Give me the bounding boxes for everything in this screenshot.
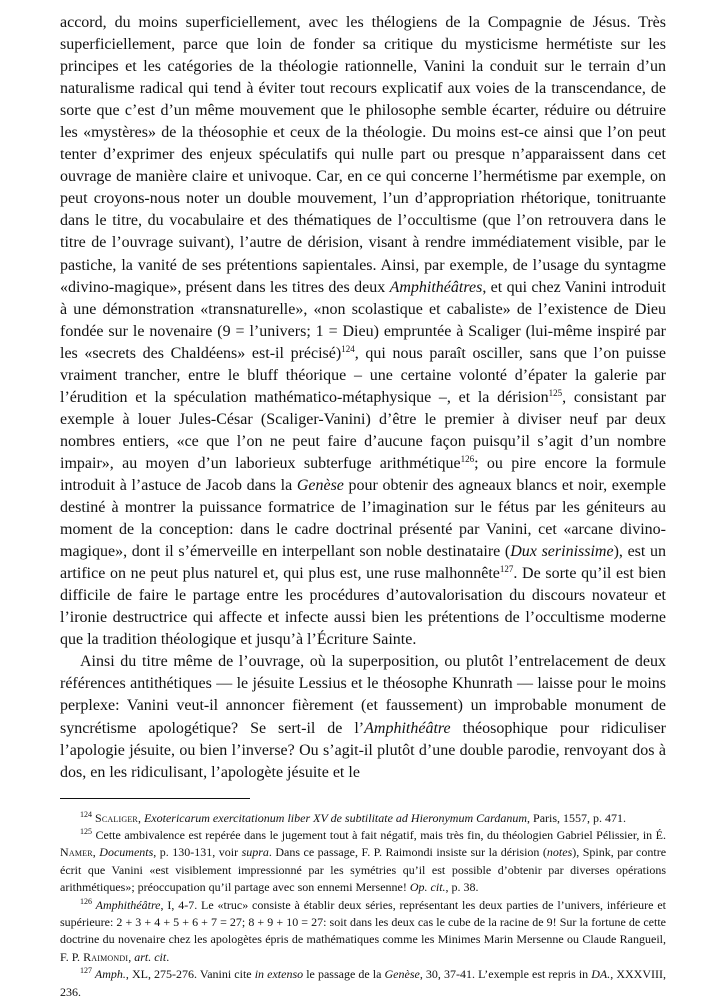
footnotes	[60, 810, 666, 1001]
footnote-125: $^{125}$ Cette ambivalence est repérée dans le jugement tout à fait négatif, mais très fin, du théologien Gabriel Pélissier, in É. Namer, Documents, p. 130-131, voir supra. Dans ce passage, F. P. Raimondi insiste sur la dérision (notes), Spink, par contre écrit que Vanini «est visiblement impressionné par les symétries qu’il est possible d’obtenir par diverses opérations arithmétiques»; préoccupation qu’il partage avec son ennemi Mersenne! Op. cit., p. 38.	[60, 827, 667, 895]
footnote-ref-125[interactable]: 125	[548, 387, 563, 398]
main-text	[60, 12, 666, 784]
paragraph-1: accord, du moins superficiellement, avec les thélogiens de la Compagnie de Jésus. Très superficiellement, parce que loin de fonder sa critique du mysticisme hermétiste sur les principes et les catégories de la théologie rationnelle, Vanini la conduit sur le terrain d’un naturalisme radical qui tend à éviter tout recours explicatif aux voies de la transcendance, de sorte que c’est d’un même mouvement que le philosophe semble écarter, réduire ou détruire les «mystères» de la théosophie et ceux de la théologie. Du moins est-ce ainsi que l’on peut tenter d’exprimer des enjeux spéculatifs qui nulle part ou presque n’apparaissent dans cet ouvrage de manière claire et univoque. Car, en ce qui concerne l’hermétisme par exemple, on peut croyons-nous noter un double mouvement, l’un d’appropriation rhétorique, tonitruante dans le titre, du vocabulaire et des thématiques de l’occultisme (que l’on retrouvera dans le titre de l’ouvrage suivant), l’autre de dérision, visant à rendre immédiatement visible, par le pastiche, la vanité de ses prétentions sapientales. Ainsi, par exemple, de l’usage du syntagme «divino-magique», présent dans les titres des deux Amphithéâtres, et qui chez Vanini introduit à une démonstration «transnaturelle», «non scolastique et cabaliste» de l’existence de Dieu fondée sur le novenaire (9 = l’univers; 1 = Dieu) empruntée à Scaliger (lui-même inspiré par les «secrets des Chaldéens» est-il précisé)$^{124}$, qui nous paraît osciller, sans que l’on puisse vraiment trancher, entre le bluff théorique – une certaine volonté d’épater la galerie par l’érudition et la spéculation mathématico-métaphysique –, et la dérision$^{125}$, consistant par exemple à louer Jules-César (Scaliger-Vanini) d’être le premier à diviser neuf par deux nombres entiers, «ce que l’on ne peut faire d’aucune façon puisqu’il s’agit d’un nombre impair», au moyen d’un laborieux subterfuge arithmétique$^{126}$; ou pire encore la formule introduit à l’astuce de Jacob dans la Genèse pour obtenir des agneaux blancs et noir, exemple destiné à montrer la puissance formatrice de l’imagination sur le fétus par les géniteurs au moment de la conception: dans le cadre doctrinal présenté par Vanini, cet «arcane divino-magique», dont il s’émerveille en interpellant son noble destinataire (Dux serinissime), est un artifice on ne peut plus naturel et, qui plus est, une ruse malhonnête$^{127}$. De sorte qu’il est bien difficile de faire le partage entre les procédures d’autovalorisation du discours novateur et l’ironie destructrice qui affecte et infecte aussi bien les prétentions de l’occultisme moderne que la tradition théologique et jusqu’à l’Écriture Sainte.	[60, 14, 667, 649]
footnote-separator	[60, 798, 250, 799]
footnote-126: $^{126}$ Amphithéâtre, I, 4-7. Le «truc» consiste à établir deux séries, représentant les deux parties de l’univers, inférieure et supérieure: 2 + 3 + 4 + 5 + 6 + 7 = 27; 8 + 9 + 10 = 27: soit dans les deux cas le cube de la racine de 9! Sur la fortune de cette doctrine du novenaire chez les apologètes épris de mathématiques comme les Minimes Marin Mersenne ou Claude Rangueil, F. P. Raimondi, art. cit.	[60, 896, 666, 964]
footnote-124: $^{124}$ Scaliger, Exotericarum exercitationum liber XV de subtilitate ad Hieronymum Cardanum, Paris, 1557, p. 471.	[80, 809, 627, 825]
footnote-ref-127[interactable]: 127	[499, 564, 514, 575]
footnote-ref-126[interactable]: 126	[460, 453, 475, 464]
paragraph-2: Ainsi du titre même de l’ouvrage, où la superposition, ou plutôt l’entrelacement de deux références antithétiques — le jésuite Lessius et le théosophe Khunrath — laisse pour le moins perplexe: Vanini veut-il annoncer fièrement (et faussement) un improbable monument de syncrétisme apologétique? Se sert-il de l’Amphithéâtre théosophique pour ridiculiser l’apologie jésuite, ou bien l’inverse? Ou s’agit-il plutôt d’une double parodie, renvoyant dos à dos, en les ridiculisant, l’apologète jésuite et le	[60, 653, 666, 781]
footnote-ref-124[interactable]: 124	[341, 343, 355, 354]
footnote-127: $^{127}$ Amph., XL, 275-276. Vanini cite in extenso le passage de la Genèse, 30, 37-41. L’exemple est repris in DA., XXXVIII, 236.	[60, 966, 666, 999]
page	[60, 12, 666, 1001]
